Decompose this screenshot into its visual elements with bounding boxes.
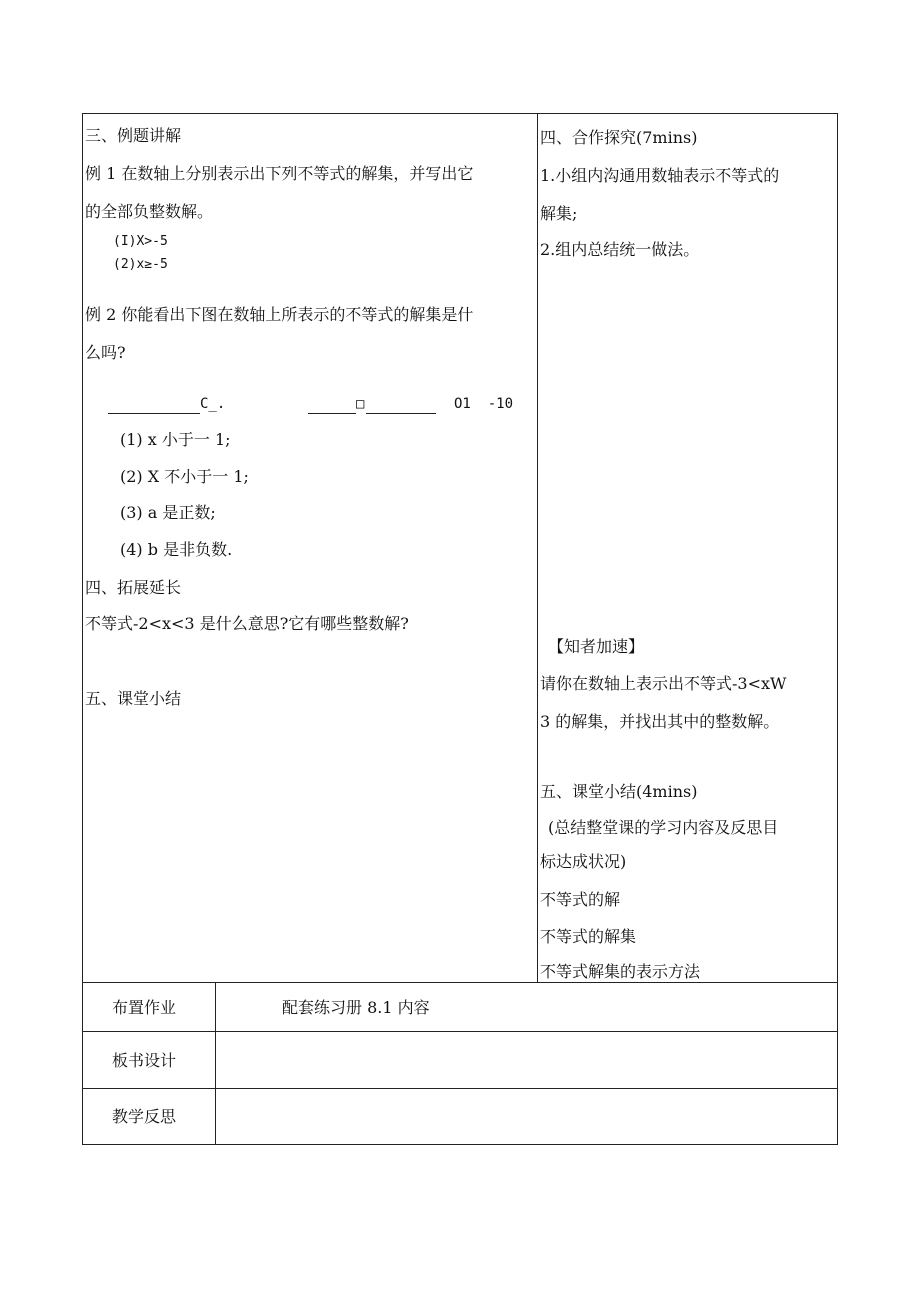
summary-item: 不等式的解集: [540, 927, 637, 946]
section-text: 请你在数轴上表示出不等式-3<xW: [540, 674, 787, 693]
section-title: 五、课堂小结(4mins): [540, 782, 698, 801]
example-text: 例 2 你能看出下图在数轴上所表示的不等式的解集是什: [85, 305, 474, 324]
section-title: 四、合作探究(7mins): [540, 128, 698, 147]
section-text: 2.组内总结统一做法。: [540, 240, 700, 259]
section-title: 四、拓展延长: [85, 578, 182, 597]
row-divider: [82, 982, 838, 983]
number-line-figure: [108, 394, 225, 414]
example-text: 的全部负整数解。: [85, 202, 214, 221]
example-text: 么吗?: [85, 343, 126, 362]
example-item: (I)X>-5: [113, 234, 168, 249]
number-line-figure: [308, 394, 436, 414]
summary-item: 不等式解集的表示方法: [540, 962, 701, 981]
section-text: 不等式-2<x<3 是什么意思?它有哪些整数解?: [85, 614, 409, 633]
blank-line: [308, 399, 356, 414]
section-text: 解集;: [540, 204, 578, 223]
option-item: (1) x 小于一 1;: [120, 430, 231, 449]
blank-line: [108, 399, 200, 414]
section-title: 三、例题讲解: [85, 126, 182, 145]
number-line-label: □: [356, 396, 365, 412]
blank-line: [366, 399, 436, 414]
row-value-homework: 配套练习册 8.1 内容: [282, 998, 430, 1017]
row-label-homework: 布置作业: [112, 998, 177, 1017]
option-item: (3) a 是正数;: [120, 503, 216, 522]
row-divider: [82, 1031, 838, 1032]
section-text: (总结整堂课的学习内容及反思目: [548, 818, 779, 837]
summary-item: 不等式的解: [540, 890, 621, 909]
option-item: (2) X 不小于一 1;: [120, 467, 249, 486]
column-divider: [537, 113, 538, 983]
label-column-divider: [215, 982, 216, 1145]
row-label-board-design: 板书设计: [112, 1051, 177, 1070]
section-text: 3 的解集，并找出其中的整数解。: [540, 712, 780, 731]
section-text: 1.小组内沟通用数轴表示不等式的: [540, 166, 780, 185]
example-item: (2)x≥-5: [113, 257, 168, 272]
section-text: 标达成状况): [540, 852, 627, 871]
section-title: 五、课堂小结: [85, 689, 182, 708]
example-text: 例 1 在数轴上分别表示出下列不等式的解集，并写出它: [85, 164, 474, 183]
row-label-reflection: 教学反思: [112, 1107, 177, 1126]
option-item: (4) b 是非负数.: [120, 540, 233, 559]
number-line-label: O1 -10: [454, 396, 514, 412]
number-line-label: C_.: [200, 396, 226, 412]
speed-title: 【知者加速】: [548, 637, 645, 656]
row-divider: [82, 1088, 838, 1089]
